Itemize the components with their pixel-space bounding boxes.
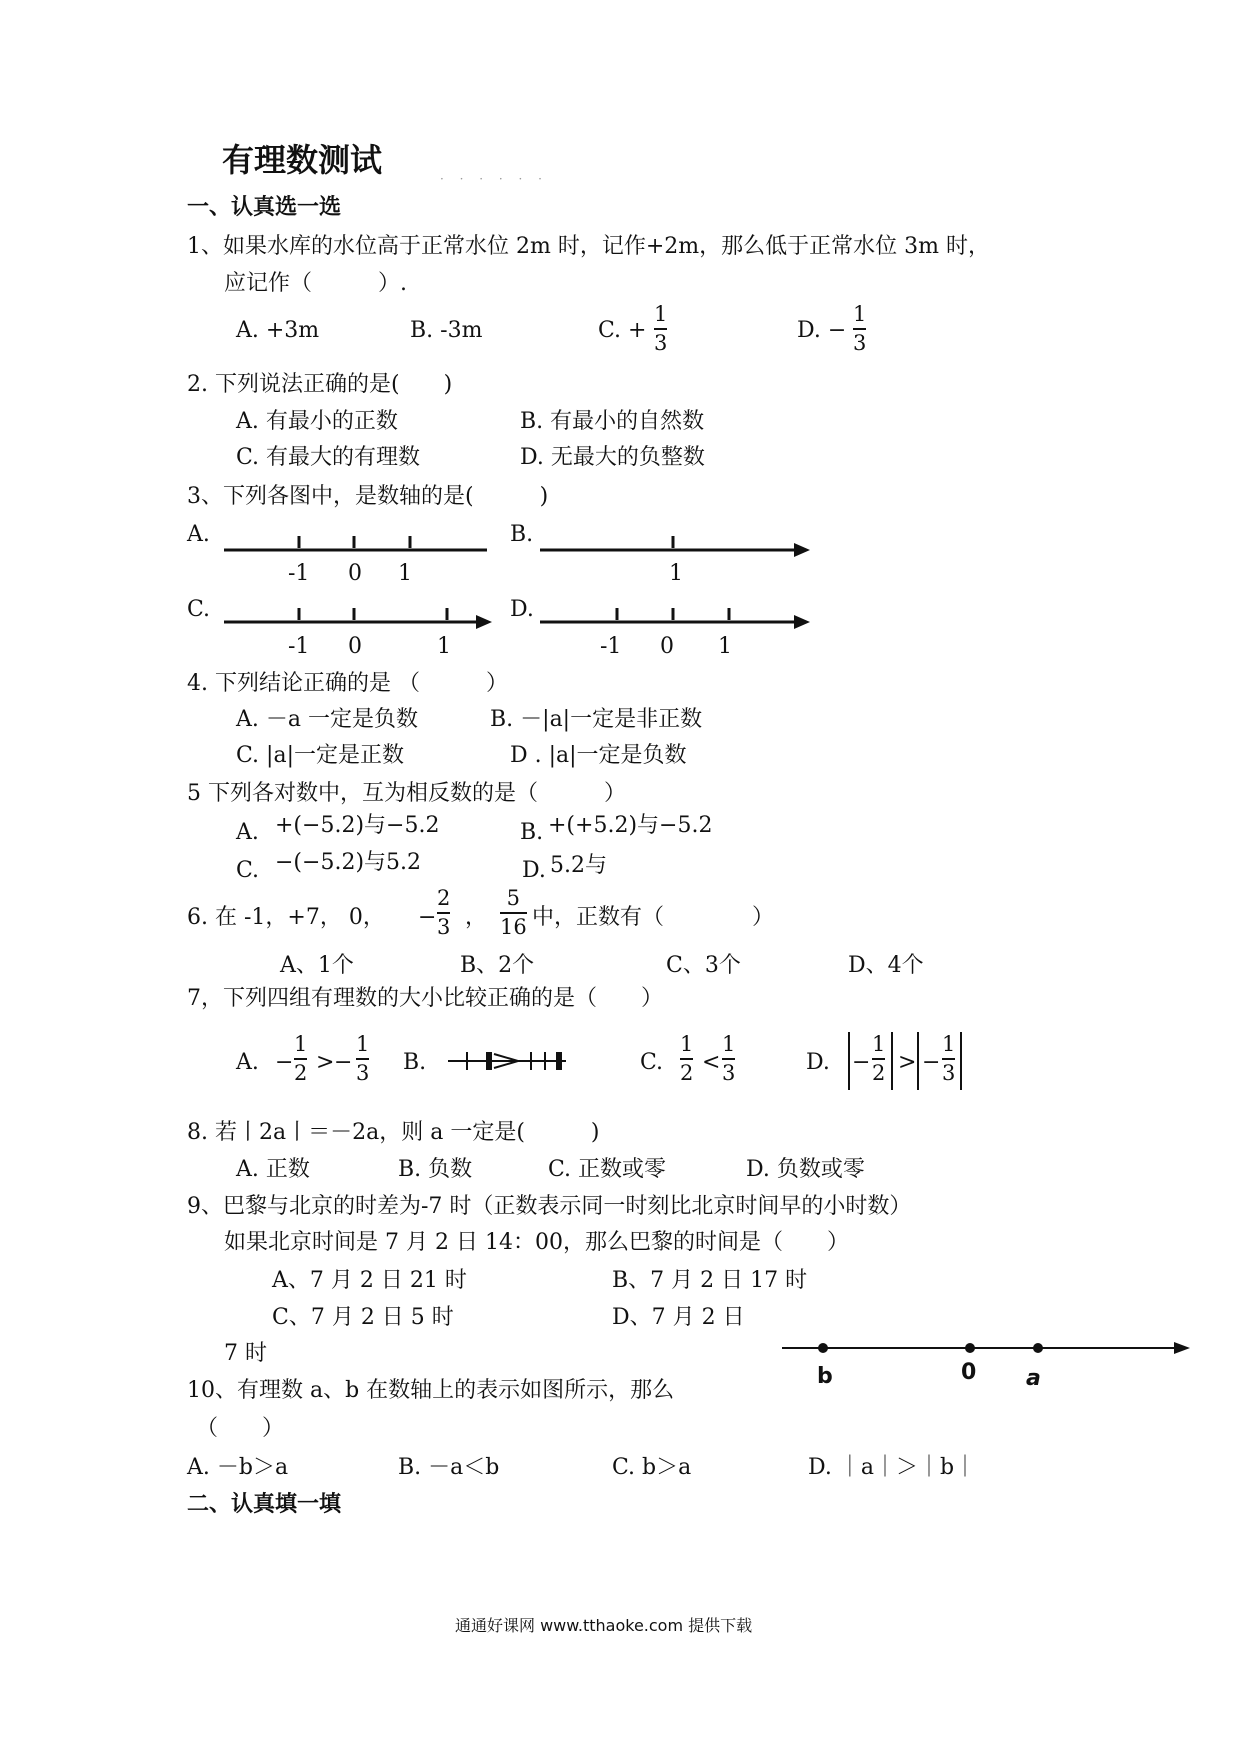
q10-option-b: B. －a＜b [398, 1455, 500, 1480]
q9-option-c: C、7 月 2 日 5 时 [272, 1305, 454, 1330]
q10-origin-label: 0 [961, 1360, 977, 1385]
q2-option-c: C. 有最大的有理数 [236, 445, 421, 470]
q7-d-operator: > [898, 1050, 917, 1075]
fraction-denominator: 3 [722, 1060, 736, 1085]
q3-stem: 3、下列各图中，是数轴的是( ) [187, 484, 549, 509]
fraction-denominator: 2 [680, 1060, 694, 1085]
q5-expr-c: −(−5.2)与5.2 [275, 850, 422, 875]
q3-d-tick-neg1: -1 [600, 634, 622, 659]
q7-c-fraction-2 [722, 1034, 735, 1084]
q3-c-tick-neg1: -1 [288, 634, 310, 659]
q6-comma: ， [465, 905, 488, 930]
q7-label-b: B. [403, 1050, 427, 1075]
q4-option-c: C. |a|一定是正数 [236, 743, 404, 768]
q3-label-c: C. [187, 597, 211, 622]
q6-prefix: 6. 在 -1，+7， 0， [187, 905, 385, 930]
q3-c-tick-0: 0 [348, 634, 362, 659]
q3-a-tick-neg1: -1 [288, 561, 310, 586]
q9-option-d: D、7 月 2 日 [612, 1305, 745, 1330]
fraction-numerator: 1 [942, 1032, 956, 1056]
q6-option-a: A、1个 [280, 953, 354, 978]
q5-label-d: D. [522, 858, 546, 883]
q7-d-fraction-2 [942, 1034, 955, 1084]
fraction-denominator: 3 [437, 914, 451, 939]
q8-option-b: B. 负数 [398, 1157, 473, 1182]
q3-a-tick-0: 0 [348, 561, 362, 586]
q10-number-line [780, 1336, 1192, 1360]
q5-expr-d: 5.2与 [550, 853, 607, 878]
q7-label-c: C. [640, 1050, 664, 1075]
section-heading-2: 二、认真填一填 [187, 1492, 342, 1517]
q3-label-d: D. [510, 597, 534, 622]
fraction-numerator: 1 [872, 1032, 886, 1056]
q3-b-tick-1: 1 [669, 561, 683, 586]
q3-c-tick-1: 1 [437, 634, 451, 659]
q3-axis-c [222, 600, 492, 630]
q7-stem: 7，下列四组有理数的大小比较正确的是（ ） [187, 986, 663, 1011]
q6-fraction-2 [500, 888, 527, 938]
q8-stem: 8. 若丨2a丨＝－2a，则 a 一定是( ) [187, 1120, 600, 1145]
q4-option-b: B. －|a|一定是非正数 [490, 707, 703, 732]
q7-a-fraction-1 [294, 1034, 307, 1084]
q1-option-c-fraction [654, 304, 667, 354]
fraction-numerator: 5 [506, 886, 521, 910]
q3-axis-b [540, 528, 810, 558]
q10-option-c: C. b＞a [612, 1455, 692, 1480]
q7-a-operator: > [316, 1050, 335, 1075]
q3-label-a: A. [187, 522, 210, 547]
q2-option-a: A. 有最小的正数 [236, 409, 398, 434]
fraction-denominator: 2 [294, 1060, 308, 1085]
q1-option-c-prefix: C. + [598, 318, 647, 343]
q9-option-b: B、7 月 2 日 17 时 [612, 1268, 808, 1293]
fraction-denominator: 16 [500, 914, 527, 939]
q3-d-tick-0: 0 [660, 634, 674, 659]
q7-d-minus-2: − [922, 1050, 941, 1075]
q5-label-a: A. [236, 820, 259, 845]
q5-expr-a: +(−5.2)与−5.2 [275, 813, 440, 838]
q2-stem: 2. 下列说法正确的是( ) [187, 372, 453, 397]
q3-d-tick-1: 1 [718, 634, 732, 659]
q5-expr-b: +(+5.2)与−5.2 [548, 813, 713, 838]
q6-option-c: C、3个 [666, 953, 741, 978]
fraction-denominator: 2 [872, 1060, 886, 1085]
q1-line2: 应记作（ ）. [224, 271, 407, 296]
q2-option-d: D. 无最大的负整数 [520, 445, 705, 470]
q10-option-a: A. －b＞a [187, 1455, 289, 1480]
q7-d-minus-1: − [852, 1050, 871, 1075]
q8-option-a: A. 正数 [236, 1157, 310, 1182]
q7-c-fraction-1 [680, 1034, 693, 1084]
q8-option-d: D. 负数或零 [746, 1157, 865, 1182]
q7-label-a: A. [236, 1050, 259, 1075]
q5-label-c: C. [236, 858, 260, 883]
q7-option-b-garbled-figure [446, 1046, 570, 1076]
q5-label-b: B. [520, 820, 544, 845]
q2-option-b: B. 有最小的自然数 [520, 409, 705, 434]
q7-label-d: D. [806, 1050, 830, 1075]
q7-a-minus-1: − [275, 1050, 294, 1075]
q3-axis-a [222, 528, 490, 558]
fraction-numerator: 1 [356, 1032, 370, 1056]
q9-option-d-continued: 7 时 [224, 1341, 267, 1366]
fraction-denominator: 3 [654, 330, 668, 355]
q4-option-a: A. －a 一定是负数 [236, 707, 418, 732]
fraction-numerator: 1 [722, 1032, 736, 1056]
q4-option-d: D . |a|一定是负数 [510, 743, 687, 768]
q4-stem: 4. 下列结论正确的是 （ ） [187, 671, 508, 696]
q3-axis-d [540, 600, 810, 630]
fraction-denominator: 3 [356, 1060, 370, 1085]
q9-line1: 9、巴黎与北京的时差为-7 时（正数表示同一时刻比北京时间早的小时数） [187, 1194, 912, 1219]
footer-credit: 通通好课网 www.tthaoke.com 提供下载 [455, 1616, 753, 1635]
q6-frac1-sign: − [418, 905, 437, 930]
fraction-denominator: 3 [853, 330, 867, 355]
q1-option-d-prefix: D. − [797, 318, 847, 343]
q7-d-fraction-1 [872, 1034, 885, 1084]
q8-option-c: C. 正数或零 [548, 1157, 667, 1182]
q10-point-b-label: b [817, 1364, 833, 1389]
q7-c-operator: < [702, 1050, 721, 1075]
title-dots: · · · · · · [440, 172, 548, 186]
q5-stem: 5 下列各对数中，互为相反数的是（ ） [187, 781, 626, 806]
fraction-numerator: 1 [294, 1032, 308, 1056]
q6-suffix: 中，正数有（ ） [532, 905, 775, 930]
q7-a-fraction-2 [356, 1034, 369, 1084]
fraction-denominator: 3 [942, 1060, 956, 1085]
q6-option-d: D、4个 [848, 953, 924, 978]
q3-label-b: B. [510, 522, 534, 547]
q1-line1: 1、如果水库的水位高于正常水位 2m 时，记作+2m，那么低于正常水位 3m 时， [187, 234, 990, 259]
q3-a-tick-1: 1 [398, 561, 412, 586]
q10-point-a-label: a [1026, 1366, 1041, 1391]
q1-option-a: A. +3m [236, 318, 320, 343]
q1-option-b: B. -3m [410, 318, 483, 343]
q6-fraction-1 [437, 888, 450, 938]
page-title: 有理数测试 [222, 141, 383, 179]
q9-line2: 如果北京时间是 7 月 2 日 14：00，那么巴黎的时间是（ ） [224, 1230, 849, 1255]
q7-a-minus-2: − [334, 1050, 353, 1075]
q9-option-a: A、7 月 2 日 21 时 [272, 1268, 467, 1293]
q10-paren: （ ） [196, 1416, 285, 1441]
fraction-numerator: 1 [680, 1032, 694, 1056]
fraction-numerator: 1 [853, 302, 867, 326]
q10-option-d: D. ｜a｜＞｜b｜ [808, 1455, 977, 1480]
q10-stem: 10、有理数 a、b 在数轴上的表示如图所示，那么 [187, 1378, 675, 1403]
q1-option-d-fraction [853, 304, 866, 354]
fraction-numerator: 1 [654, 302, 668, 326]
section-heading-1: 一、认真选一选 [187, 195, 342, 220]
fraction-numerator: 2 [437, 886, 451, 910]
q6-option-b: B、2个 [460, 953, 535, 978]
